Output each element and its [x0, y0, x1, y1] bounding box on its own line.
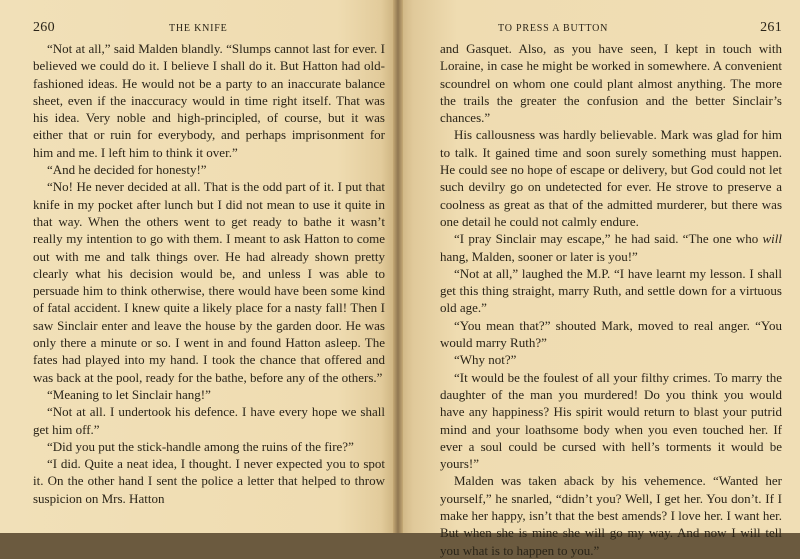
- paragraph: “Why not?”: [454, 352, 517, 368]
- right-page: [397, 0, 800, 558]
- paragraph: His callousness was hardly believable. Mark was glad for him to talk. It gained time and soon surely something must happen. He could see no hope of escape or delivery, but God could not let such devilry go on undetected for ever. He strove to preserve a coolness as great as that of the admitted murderer, but there was one detail he could not calmly endure.: [440, 127, 782, 229]
- paragraph: “Did you put the stick-handle among the ruins of the fire?”: [47, 438, 354, 454]
- paragraph: “Not at all. I undertook his defence. I have every hope we shall get him off.”: [33, 404, 385, 437]
- right-page-number: 261: [760, 20, 782, 35]
- paragraph: “Not at all,” said Malden blandly. “Slumps cannot last for ever. I believed we could do it. I believe I shall do it. But Hatton had old-fashioned ideas. He would not be a party to an inaccurate balance sheet, even if the inaccuracy would in time right itself. That was his idea. Very noble and high-principled, of course, but it was either that or ruin for everybody, and perhaps imprisonment for him and me. I left him to think it over.”: [33, 41, 385, 160]
- pray-text-start: “I pray Sinclair may escape,” he had said. “The one who: [454, 231, 763, 247]
- paragraph: “I did. Quite a neat idea, I thought. I never expected you to spot it. On the other hand I sent the police a letter that helped to throw suspicion on Mrs. Hatton: [33, 456, 385, 506]
- paragraph: Malden was taken aback by his vehemence. “Wanted her yourself,” he snarled, “didn’t you? Well, I get her. You don’t. If I make her happy, isn’t that the best amends? I love her. I want her. But when she is mine she will go my way. And now I will tell you what is to happen to you.”: [440, 473, 782, 558]
- left-page-number: 260: [33, 20, 55, 35]
- paragraph: “You mean that?” shouted Mark, moved to real anger. “You would marry Ruth?”: [440, 317, 782, 351]
- left-page: [0, 0, 397, 533]
- right-page-header: [440, 20, 782, 38]
- right-running-head: TO PRESS A BUTTON: [498, 23, 609, 34]
- paragraph: “And he decided for honesty!”: [47, 162, 207, 178]
- pray-text-end: hang, Malden, sooner or later is you!”: [440, 248, 638, 264]
- paragraph: “Not at all,” laughed the M.P. “I have learnt my lesson. I shall get this thing straight, marry Ruth, and settle down for a virtuous old age.”: [440, 265, 782, 316]
- paragraph: “Meaning to let Sinclair hang!”: [47, 386, 211, 402]
- paragraph-pray: [440, 230, 782, 265]
- left-page-header: [33, 20, 385, 38]
- pray-emphasis: will: [762, 231, 782, 247]
- left-page-text: [33, 40, 385, 507]
- paragraph: “It would be the foulest of all your filthy crimes. To marry the daughter of the man you murdered! Do you think you would have any happiness? His spirit would return to blast your putrid mind and your loathsome body when you even touched her. If ever a soul could be cursed with hell’s torments it would be yours!”: [440, 369, 782, 472]
- paragraph: “No! He never decided at all. That is the odd part of it. I put that knife in my pocket after lunch but I did not mean to use it quite in that way. When the others went to get ready to bathe it wasn’t really my intention to go with them. I meant to ask Hatton to come out with me and talk things over. He had already shown pretty clearly what his decision would be, and unless I was able to persuade him to think otherwise, there would have been some kind of fatal accident. I knew quite a likely place for a nasty fall! Then I saw Sinclair enter and leave the house by the garden door. He was only there a minute or so. I went in and found Hatton asleep. The fates had played into my hand. I took the chance that offered and was back at the pool, ready for the bathe, before any of the others.”: [33, 179, 385, 385]
- right-page-text: [440, 40, 782, 559]
- continued-paragraph: and Gasquet. Also, as you have seen, I kept in touch with Loraine, in case he might be worked in somewhere. A convenient scoundrel on whom one could plant almost anything. The more the trails the greater the confusion and the better Sinclair’s chances.”: [440, 41, 782, 126]
- left-running-head: THE KNIFE: [169, 23, 228, 34]
- book-gutter: [393, 0, 403, 533]
